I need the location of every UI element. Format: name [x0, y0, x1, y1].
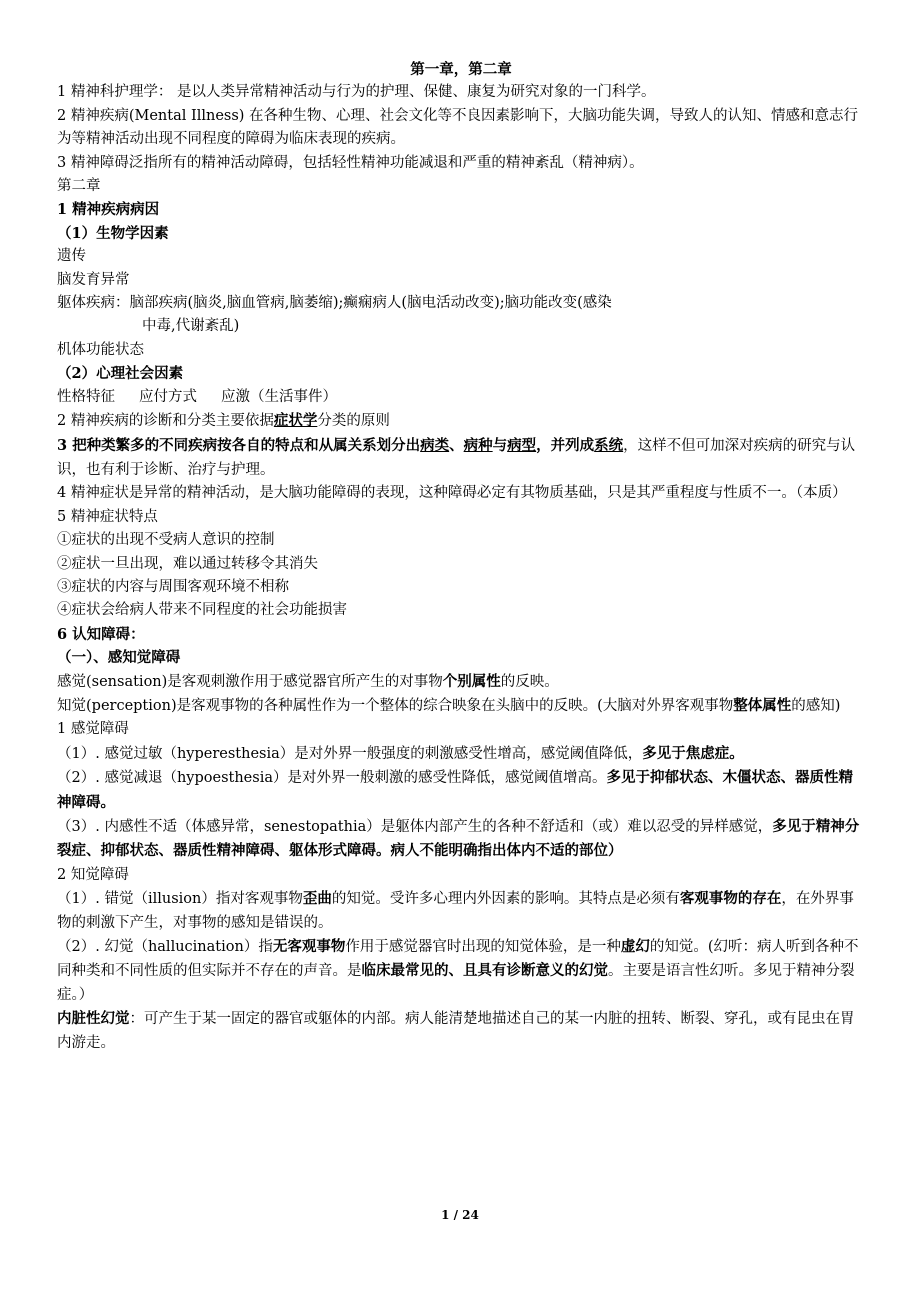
bold-term: 多见于精神分裂症、抑郁状态、器质性精神障碍、躯体形式障碍。病人不能明确指出体内不适的部位）: [57, 818, 860, 860]
text: 感觉(sensation)是客观刺激作用于感觉器官所产生的对事物: [57, 673, 443, 690]
list-item: ③症状的内容与周围客观环境不相称: [57, 578, 289, 595]
text: 的知觉。受许多心理内外因素的影响。其特点是必须有: [331, 891, 680, 908]
page-number: 1 / 24: [441, 1208, 479, 1222]
list-item: 遗传: [57, 248, 86, 265]
paragraph-1: 1 精神科护理学： 是以人类异常精神活动与行为的护理、保健、康复为研究对象的一门科学。: [57, 84, 656, 101]
underlined-term: 病类: [420, 436, 450, 454]
chapter-2-label: 第二章: [57, 178, 101, 195]
list-item: ①症状的出现不受病人意识的控制: [57, 532, 275, 549]
paragraph-perception: [57, 694, 865, 718]
paragraph-hypoesthesia: [57, 766, 865, 815]
text: ，这样不但可加深对疾病的研究与认识，也有利于诊断、治疗与护理。: [57, 437, 856, 478]
heading-perception: （一）、感知觉障碍: [57, 649, 181, 667]
heading-biological: （1）生物学因素: [57, 224, 169, 242]
heading-symptom-features: 5 精神症状特点: [57, 508, 158, 525]
text: 2 精神疾病的诊断和分类主要依据: [57, 413, 274, 430]
bold-term: 歪曲: [302, 890, 332, 908]
text: 作用于感觉器官时出现的知觉体验，是一种: [345, 939, 621, 956]
heading-cognitive: 6 认知障碍：: [57, 625, 145, 643]
paragraph-2: 2 精神疾病(Mental Illness) 在各种生物、心理、社会文化等不良因素影响下，大脑功能失调，导致人的认知、情感和意志行为等精神活动出现不同程度的障碍为临床表现的疾病。: [57, 107, 859, 148]
list-item: 躯体疾病：脑部疾病(脑炎,脑血管病,脑萎缩);癫痫病人(脑电活动改变);脑功能改变(感染: [57, 295, 612, 312]
text: 的反映。: [500, 673, 559, 690]
list-item: 机体功能状态: [57, 341, 144, 358]
paragraph-classification: [57, 434, 865, 483]
paragraph-hallucination: [57, 935, 865, 1007]
text: 的感知): [791, 697, 841, 714]
paragraph-sensation: [57, 670, 865, 694]
bold-term: 临床最常见的、且具有诊断意义的幻觉: [361, 962, 608, 980]
underlined-term: 病型: [507, 436, 537, 454]
text: （1）. 感觉过敏（hyperesthesia）是对外界一般强度的刺激感受性增高，感觉阈值降低，: [57, 745, 643, 762]
paragraph-symptoms: 4 精神症状是异常的精神活动，是大脑功能障碍的表现，这种障碍必定有其物质基础，只是其严重程度与性质不一。（本质）: [57, 485, 847, 502]
bold-term: 客观事物的存在: [679, 890, 782, 908]
text: （3）. 内感性不适（体感异常，senestopathia）是躯体内部产生的各种不舒适和（或）难以忍受的异样感觉，: [57, 819, 773, 835]
list-item: ④症状会给病人带来不同程度的社会功能损害: [57, 602, 347, 619]
paragraph-illusion: [57, 887, 865, 935]
bold-term: 多见于焦虑症。: [642, 744, 744, 762]
bold-term: 整体属性: [733, 696, 792, 714]
text: 知觉(perception)是客观事物的各种属性作为一个整体的综合映象在头脑中的反映。(大脑对外界客观事物: [57, 697, 734, 714]
text: （2）. 感觉减退（hypoesthesia）是对外界一般刺激的感受性降低，感觉阈值增高。: [57, 770, 607, 787]
heading-psychosocial: （2）心理社会因素: [57, 365, 184, 383]
list-item: 脑发育异常: [57, 271, 130, 288]
text: （2）. 幻觉（hallucination）指: [57, 939, 273, 956]
text: 分类的原则: [317, 413, 390, 430]
heading-sensory-disorder: 1 感觉障碍: [57, 721, 129, 738]
paragraph-hyperesthesia: [57, 742, 865, 766]
text: 与: [492, 436, 508, 454]
underlined-term: 病种: [463, 436, 493, 454]
bold-term: 无客观事物: [272, 938, 346, 956]
underlined-term: 系统: [594, 436, 624, 454]
underlined-term: 症状学: [273, 412, 318, 430]
heading-perceptual-disorder: 2 知觉障碍: [57, 866, 129, 883]
bold-term: 个别属性: [442, 672, 501, 690]
text: （1）. 错觉（illusion）指对客观事物: [57, 891, 303, 908]
bold-term: 多见于抑郁状态、木僵状态、器质性精神障碍。: [57, 769, 853, 811]
text: 3 把种类繁多的不同疾病按各自的特点和从属关系划分出: [57, 436, 421, 454]
text: ，在外界事物的刺激下产生，对事物的感知是错误的。: [57, 891, 854, 931]
text: 。主要是语言性幻听。多见于精神分裂症。）: [57, 963, 855, 1003]
text: 、: [449, 436, 464, 454]
paragraph-senestopathia: [57, 815, 865, 864]
bold-term: 虚幻: [620, 938, 650, 956]
heading-etiology: 1 精神疾病病因: [57, 201, 160, 219]
bold-term: 内脏性幻觉: [57, 1010, 130, 1028]
psychosocial-factors: [57, 386, 865, 409]
paragraph-diagnosis: [57, 409, 865, 433]
document-body: [57, 58, 865, 1055]
paragraph-visceral-hallucination: [57, 1007, 865, 1055]
list-item-continuation: 中毒,代谢紊乱): [142, 318, 240, 335]
factor-personality: 性格特征: [57, 388, 115, 405]
list-item: ②症状一旦出现，难以通过转移令其消失: [57, 555, 318, 572]
text: ：可产生于某一固定的器官或躯体的内部。病人能清楚地描述自己的某一内脏的扭转、断裂、穿孔，或有昆虫在胃内游走。: [57, 1011, 855, 1051]
text: 的知觉。(幻听：病人听到各种不同种类和不同性质的但实际并不存在的声音。是: [57, 939, 859, 980]
page-title: 第一章，第二章: [410, 61, 512, 78]
factor-coping: 应付方式: [139, 388, 197, 405]
text: ，并列成: [536, 436, 595, 454]
paragraph-3: 3 精神障碍泛指所有的精神活动障碍，包括轻性精神功能减退和严重的精神紊乱（精神病）。: [57, 154, 644, 171]
factor-stress: 应激（生活事件）: [221, 388, 337, 405]
